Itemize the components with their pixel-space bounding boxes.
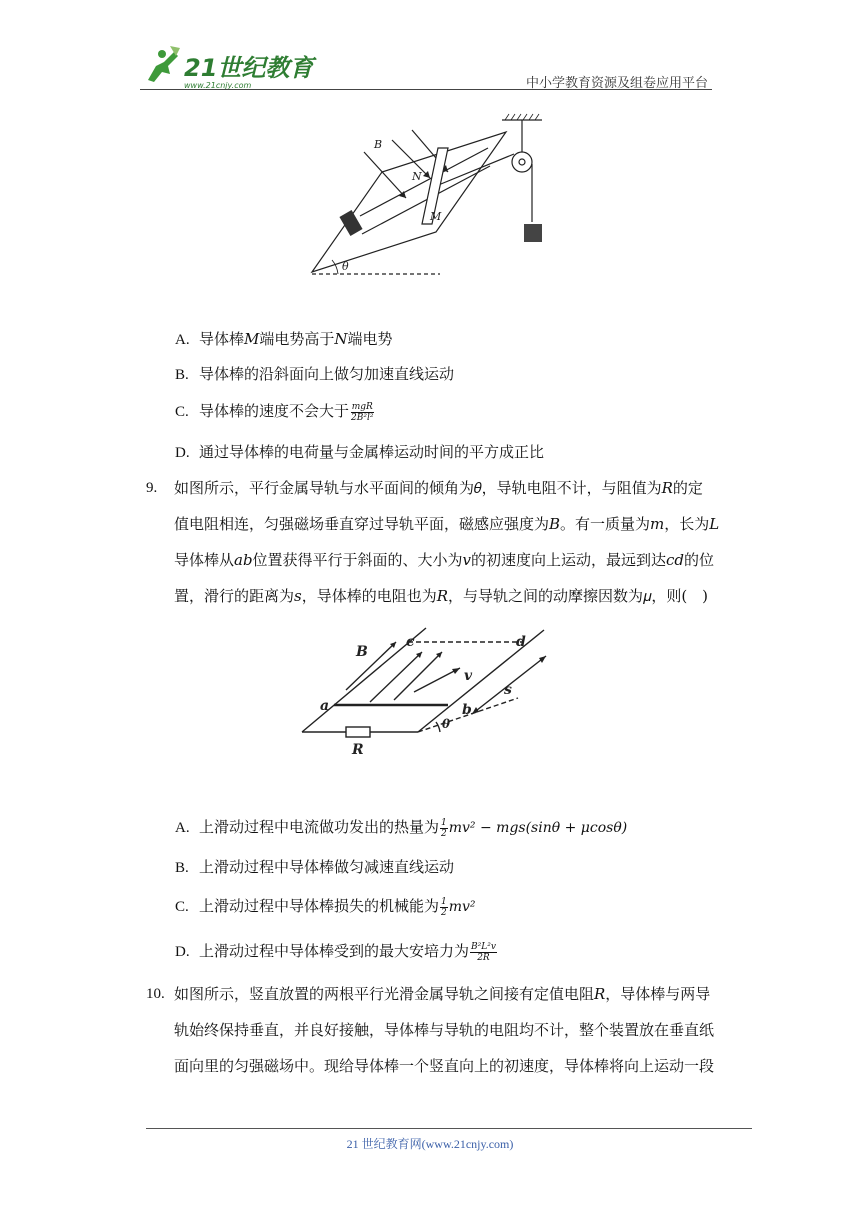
option-letter: B. [175, 860, 189, 876]
svg-text:b: b [462, 702, 472, 718]
svg-text:B: B [374, 138, 383, 151]
option-text: 导体棒的速度不会大于 [199, 402, 350, 420]
svg-text:s: s [504, 682, 512, 698]
svg-text:www.21cnjy.com: www.21cnjy.com [184, 81, 252, 90]
svg-text:a: a [320, 698, 330, 714]
option-letter: B. [175, 367, 189, 383]
question-line: 值电阻相连，匀强磁场垂直穿过导轨平面，磁感应强度为𝐵。有一质量为𝑚，长为𝐿 [174, 515, 720, 533]
svg-text:v: v [464, 668, 473, 684]
option-letter: C. [175, 899, 189, 915]
option-letter: C. [175, 404, 189, 420]
page-header [140, 40, 712, 92]
q9-option-d[interactable] [175, 940, 498, 963]
fraction: $\frac{\text{mgR}}{\text{2B²l²}}$ [351, 401, 374, 423]
q8-option-d[interactable] [175, 441, 544, 464]
site-tagline: 中小学教育资源及组卷应用平台 [525, 76, 708, 91]
q8-figure [300, 112, 560, 284]
page-footer[interactable]: 21 世纪教育网(www.21cnjy.com) [346, 1137, 514, 1151]
question-line: 面向里的匀强磁场中。现给导体棒一个竖直向上的初速度，导体棒将向上运动一段 [174, 1057, 715, 1075]
q9-option-a[interactable] [175, 816, 627, 839]
q8-option-c[interactable] [175, 400, 375, 423]
option-text: 通过导体棒的电荷量与金属棒运动时间的平方成正比 [199, 443, 545, 461]
q9-option-b[interactable] [175, 856, 454, 879]
q9-option-c[interactable] [175, 895, 476, 918]
option-letter: A. [175, 820, 190, 836]
option-expression: mv² [448, 899, 476, 915]
site-logo [140, 44, 320, 90]
header-divider [140, 89, 712, 90]
option-text: 上滑动过程中导体棒受到的最大安培力为 [199, 942, 470, 960]
option-expression: mv² − mgs(sinθ + μcosθ) [448, 820, 628, 836]
question-line: 如图所示，竖直放置的两根平行光滑金属导轨之间接有定值电阻𝑅，导体棒与两导 [174, 985, 711, 1003]
footer-divider [146, 1128, 752, 1129]
svg-text:B: B [356, 644, 368, 660]
question-number: 9. [146, 480, 158, 496]
option-text: 上滑动过程中导体棒做匀减速直线运动 [199, 858, 455, 876]
q8-option-b[interactable] [175, 363, 454, 386]
question-number: 10. [146, 986, 165, 1002]
option-letter: A. [175, 332, 190, 348]
fraction: $\frac{\text{B²L²v}}{2R}$ [471, 941, 496, 963]
q8-option-a[interactable] [175, 328, 393, 351]
svg-text:c: c [406, 634, 415, 650]
svg-text:θ: θ [442, 717, 451, 731]
question-line: 如图所示，平行金属导轨与水平面间的倾角为𝜃，导轨电阻不计，与阻值为𝑅的定 [174, 479, 703, 497]
question-line: 轨始终保持垂直，并良好接触，导体棒与导轨的电阻均不计，整个装置放在垂直纸 [174, 1021, 715, 1039]
svg-text:M: M [430, 210, 442, 223]
option-text: 导体棒的沿斜面向上做匀加速直线运动 [199, 365, 455, 383]
question-10 [146, 976, 726, 1084]
option-text: 导体棒𝑀端电势高于𝑁端电势 [199, 330, 393, 348]
svg-text:d: d [516, 634, 526, 650]
svg-text:R: R [352, 742, 364, 758]
option-letter: D. [175, 944, 190, 960]
question-9 [146, 470, 726, 614]
svg-text:21世纪教育: 21世纪教育 [184, 54, 314, 82]
option-text: 上滑动过程中导体棒损失的机械能为 [199, 897, 440, 915]
q9-figure [296, 622, 556, 762]
fraction: $\frac{1}{2}$ [441, 896, 447, 918]
question-line: 导体棒从𝑎𝑏位置获得平行于斜面的、大小为𝑣的初速度向上运动，最远到达𝑐𝑑的位 [174, 551, 715, 569]
svg-text:θ: θ [342, 260, 349, 273]
option-letter: D. [175, 445, 190, 461]
fraction: $\frac{1}{2}$ [441, 817, 447, 839]
svg-text:N: N [412, 170, 422, 183]
question-line: 置，滑行的距离为𝑠，导体棒的电阻也为𝑅，与导轨之间的动摩擦因数为𝜇，则( ) [174, 587, 709, 605]
option-text: 上滑动过程中电流做功发出的热量为 [199, 818, 440, 836]
